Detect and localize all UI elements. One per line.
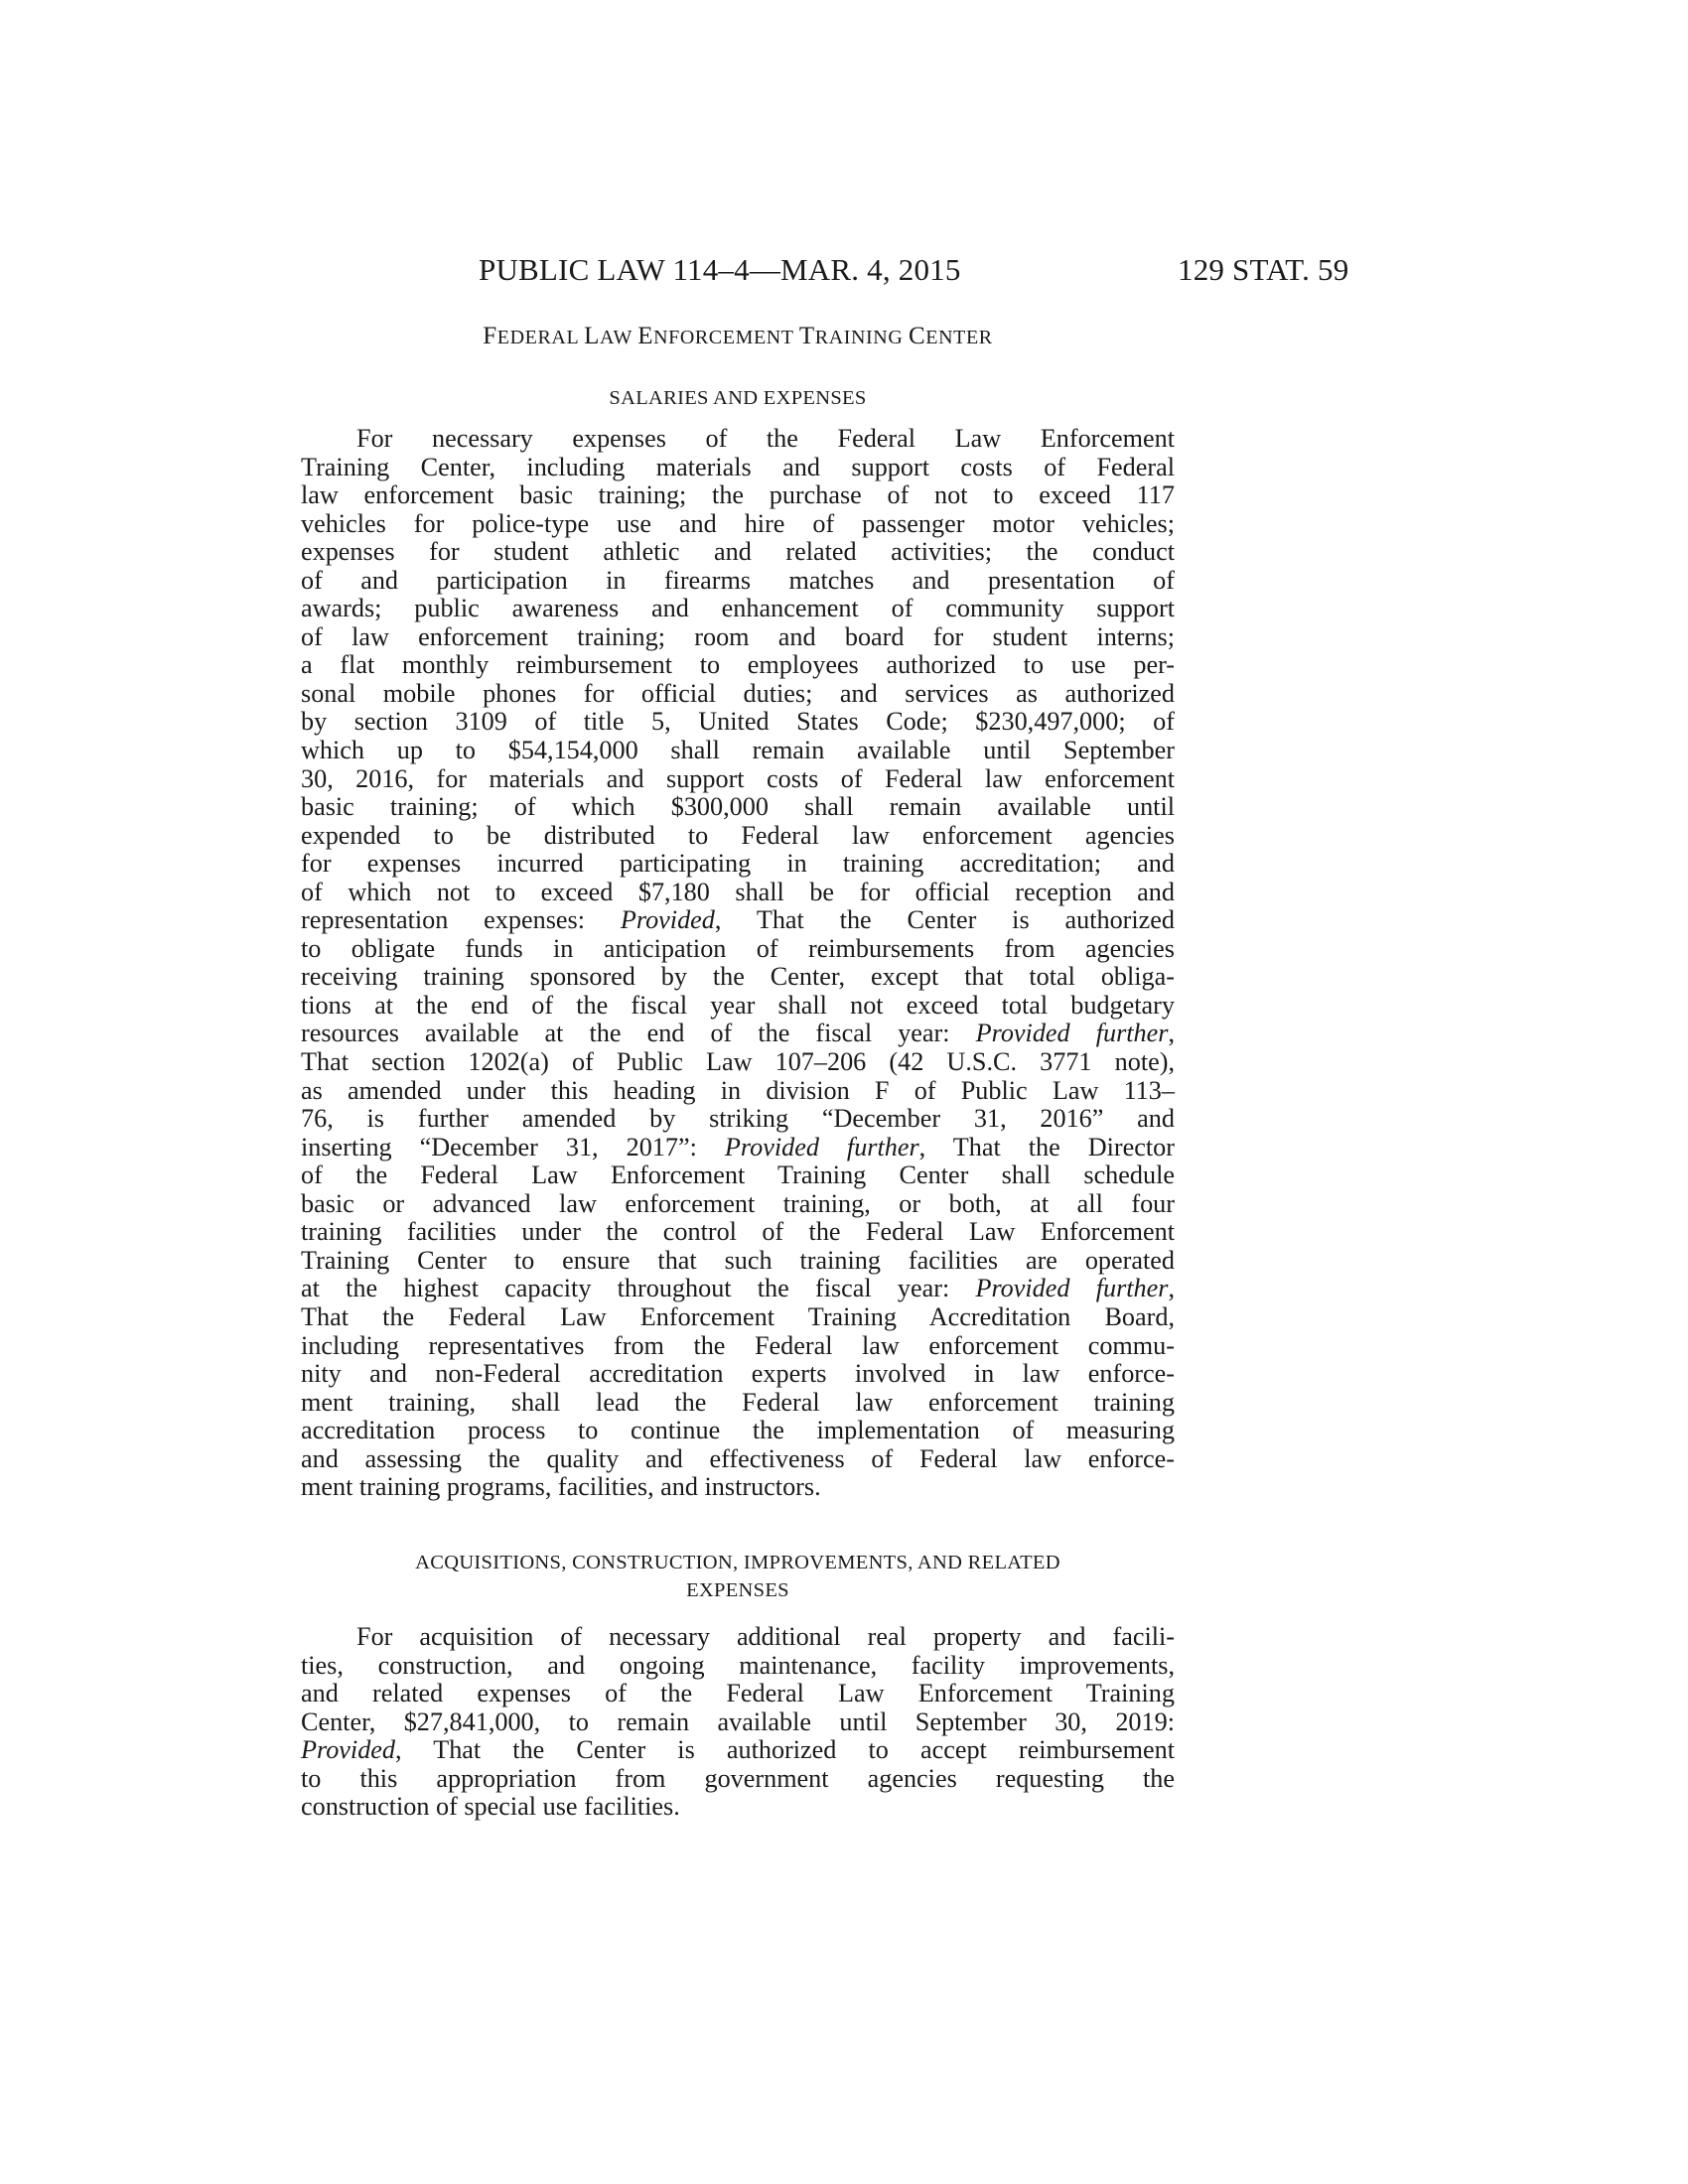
text-line: receiving training sponsored by the Center, except that total obliga-	[301, 962, 1175, 992]
proviso-term: Provided	[301, 1735, 396, 1765]
text-line: for expenses incurred participating in training accreditation; and	[301, 849, 1175, 879]
section-heading-acquisitions	[301, 1549, 1175, 1604]
text-line: as amended under this heading in division F of Public Law 113–	[301, 1075, 1175, 1105]
text-run: representation expenses:	[301, 905, 621, 935]
text-line: a flat monthly reimbursement to employees authorized to use per-	[301, 650, 1175, 680]
acquisitions-paragraph	[301, 1623, 1175, 1822]
text-line: construction of special use facilities.	[301, 1792, 680, 1822]
section-heading-line: EXPENSES	[686, 1579, 789, 1601]
agency-heading-cap: C	[908, 323, 926, 349]
text-run: inserting “December 31, 2017”:	[301, 1132, 725, 1161]
running-head	[0, 250, 1688, 290]
text-run: at the highest capacity throughout the fiscal year:	[301, 1274, 976, 1303]
text-line: That the Federal Law Enforcement Training Accreditation Board,	[301, 1301, 1175, 1331]
text-line: law enforcement basic training; the purchase of not to exceed 117	[301, 480, 1175, 510]
text-line: For acquisition of necessary additional real property and facili-	[356, 1622, 1175, 1651]
agency-heading	[301, 320, 1175, 354]
running-title: PUBLIC LAW 114–4—MAR. 4, 2015	[479, 252, 961, 287]
text-line: to obligate funds in anticipation of reimbursements from agencies	[301, 933, 1175, 963]
agency-heading-smallcaps: EDERAL	[496, 327, 585, 348]
text-line	[301, 1736, 1175, 1765]
text-line: 76, is further amended by striking “December 31, 2016” and	[301, 1104, 1175, 1134]
agency-heading-cap: F	[483, 323, 497, 349]
agency-heading-smallcaps: ENTER	[925, 327, 993, 348]
text-line: expended to be distributed to Federal law enforcement agencies	[301, 820, 1175, 850]
text-line	[301, 1020, 1175, 1048]
text-line	[301, 906, 1175, 935]
section-heading-line: ACQUISITIONS, CONSTRUCTION, IMPROVEMENTS, AND RELATED	[415, 1552, 1060, 1573]
text-line: basic training; of which $300,000 shall remain available until	[301, 792, 1175, 822]
agency-heading-cap: T	[798, 323, 815, 349]
text-line: Center, $27,841,000, to remain available until September 30, 2019:	[301, 1706, 1175, 1736]
text-line: Training Center, including materials and support costs of Federal	[301, 452, 1175, 481]
agency-heading-smallcaps: AW	[600, 327, 638, 348]
text-line	[301, 1275, 1175, 1303]
text-line: tions at the end of the fiscal year shall not exceed total budgetary	[301, 990, 1175, 1020]
folio-statute-page: 129 STAT. 59	[1178, 252, 1349, 287]
text-line: 30, 2016, for materials and support costs of Federal law enforcement	[301, 763, 1175, 793]
text-line	[301, 1134, 1175, 1162]
text-line: of which not to exceed $7,180 shall be for official reception and	[301, 877, 1175, 906]
text-run: resources available at the end of the fiscal year:	[301, 1019, 976, 1048]
agency-heading-cap: L	[584, 323, 601, 349]
text-run: , That the Director	[918, 1132, 1175, 1161]
section-heading-salaries: SALARIES AND EXPENSES	[609, 387, 867, 409]
text-line: to this appropriation from government agencies requesting the	[301, 1763, 1175, 1793]
text-line: nity and non-Federal accreditation experts involved in law enforce-	[301, 1359, 1175, 1389]
text-line: of and participation in firearms matches and presentation of	[301, 565, 1175, 595]
proviso-term: Provided	[620, 905, 715, 935]
proviso-term: Provided further	[975, 1274, 1169, 1303]
text-line: ties, construction, and ongoing maintenance, facility improvements,	[301, 1650, 1175, 1680]
text-line: vehicles for police-type use and hire of passenger motor vehicles;	[301, 508, 1175, 538]
text-line: including representatives from the Federal law enforcement commu-	[301, 1330, 1175, 1360]
text-run: ,	[1168, 1274, 1175, 1303]
text-line: by section 3109 of title 5, United States Code; $230,497,000; of	[301, 707, 1175, 737]
text-line: sonal mobile phones for official duties; and services as authorized	[301, 678, 1175, 708]
text-line: and assessing the quality and effectiveness of Federal law enforce-	[301, 1443, 1175, 1473]
text-line: ment training, shall lead the Federal law enforcement training	[301, 1387, 1175, 1417]
text-line: Training Center to ensure that such training facilities are operated	[301, 1245, 1175, 1275]
agency-heading-smallcaps: RAINING	[814, 327, 909, 348]
text-line: basic or advanced law enforcement training, or both, at all four	[301, 1188, 1175, 1218]
text-line: training facilities under the control of the Federal Law Enforcement	[301, 1217, 1175, 1247]
text-line: That section 1202(a) of Public Law 107–206 (42 U.S.C. 3771 note),	[301, 1047, 1175, 1077]
text-line: and related expenses of the Federal Law Enforcement Training	[301, 1679, 1175, 1708]
text-line: which up to $54,154,000 shall remain available until September	[301, 736, 1175, 765]
agency-heading-cap: E	[637, 323, 654, 349]
proviso-term: Provided further	[975, 1019, 1169, 1048]
text-line: ment training programs, facilities, and instructors.	[301, 1472, 821, 1502]
agency-heading-smallcaps: NFORCEMENT	[653, 327, 799, 348]
text-line: accreditation process to continue the implementation of measuring	[301, 1416, 1175, 1445]
text-run: , That the Center is authorized	[714, 905, 1176, 935]
salaries-paragraph	[301, 425, 1175, 1502]
proviso-term: Provided further	[724, 1132, 919, 1161]
text-line: of the Federal Law Enforcement Training Center shall schedule	[301, 1160, 1175, 1190]
text-line: of law enforcement training; room and board for student interns;	[301, 621, 1175, 651]
text-line: For necessary expenses of the Federal Law Enforcement	[356, 424, 1175, 453]
text-run: , That the Center is authorized to accept reimbursement	[395, 1735, 1175, 1765]
text-run: ,	[1168, 1019, 1175, 1048]
text-line: awards; public awareness and enhancement of community support	[301, 594, 1175, 623]
text-line: expenses for student athletic and related activities; the conduct	[301, 537, 1175, 567]
